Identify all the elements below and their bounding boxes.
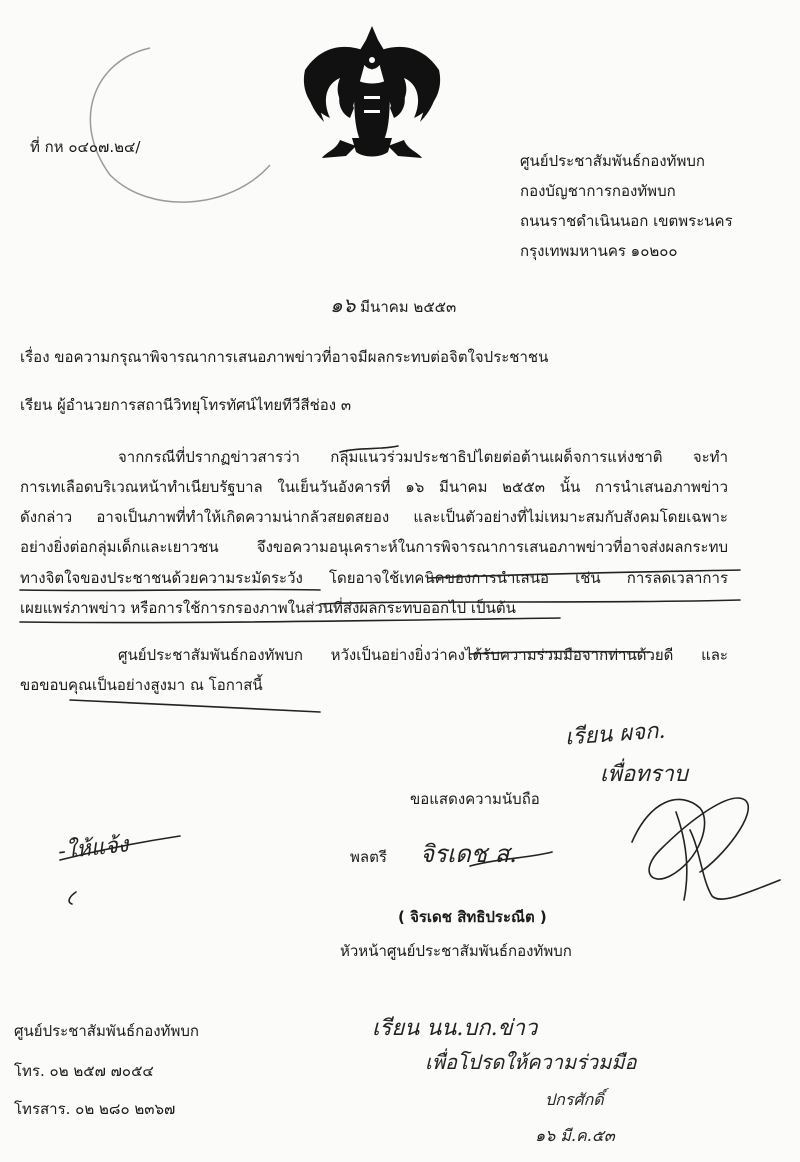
letter-date — [330, 290, 456, 322]
footer-tel: โทร. ๐๒ ๒๕๗ ๗๐๕๔ — [14, 1062, 154, 1080]
handwritten-note: เพื่อโปรดให้ความร่วมมือ — [425, 1050, 637, 1074]
body-line: ขอขอบคุณเป็นอย่างสูงมา ณ โอกาสนี้ — [20, 676, 263, 694]
reference-number: ที่ กห ๐๔๐๗.๒๔/ — [30, 138, 141, 156]
body-line: จากกรณีที่ปรากฏข่าวสารว่า กลุ่มแนวร่วมประชาธิปไตยต่อต้านเผด็จการแห่งชาติ จะทำ — [118, 448, 728, 466]
handwritten-note: ปกรศักดิ์ — [545, 1090, 604, 1109]
date-day: ๑๖ — [330, 293, 356, 317]
date-month-year: มีนาคม ๒๕๕๓ — [360, 298, 457, 316]
handwritten-note: ๑๖ มี.ค.๕๓ — [535, 1126, 615, 1145]
signatory-position: หัวหน้าศูนย์ประชาสัมพันธ์กองทัพบก — [340, 942, 572, 960]
body-line: ดังกล่าว อาจเป็นภาพที่ทำให้เกิดความน่ากลัวสยดสยอง และเป็นตัวอย่างที่ไม่เหมาะสมกับสังคมโดยเฉพาะ — [20, 508, 728, 526]
sender-line-3: ถนนราชดำเนินนอก เขตพระนคร — [520, 212, 733, 230]
signatory-name: ( จิรเดช สิทธิประณีต ) — [398, 908, 547, 926]
handwritten-note: เรียน ผจก. — [564, 718, 667, 751]
subject-line: เรื่อง ขอความกรุณาพิจารณาการเสนอภาพข่าวที่อาจมีผลกระทบต่อจิตใจประชาชน — [20, 348, 549, 366]
signatory-rank: พลตรี — [350, 848, 387, 866]
body-line: ศูนย์ประชาสัมพันธ์กองทัพบก หวังเป็นอย่างยิ่งว่าคงได้รับความร่วมมือจากท่านด้วยดี และ — [118, 646, 728, 664]
body-line: ทางจิตใจของประชาชนด้วยความระมัดระวัง โดยอาจใช้เทคนิคของการนำเสนอ เช่น การลดเวลาการ — [20, 569, 728, 587]
closing-salutation: ขอแสดงความนับถือ — [410, 790, 540, 808]
sender-line-2: กองบัญชาการกองทัพบก — [520, 182, 676, 200]
sender-line-4: กรุงเทพมหานคร ๑๐๒๐๐ — [520, 242, 678, 260]
handwritten-note: เพื่อทราบ — [600, 762, 688, 787]
body-line: การเทเลือดบริเวณหน้าทำเนียบรัฐบาล ในเย็นวันอังคารที่ ๑๖ มีนาคม ๒๕๕๓ นั้น การนำเสนอภาพข่าว — [20, 478, 728, 496]
handwritten-note: -ให้แจ้ง — [56, 832, 130, 865]
footer-fax: โทรสาร. ๐๒ ๒๘๐ ๒๓๖๗ — [14, 1100, 176, 1118]
handwritten-note: เรียน นน.บก.ข่าว — [372, 1016, 538, 1041]
body-line: อย่างยิ่งต่อกลุ่มเด็กและเยาวชน จึงขอความอนุเคราะห์ในการพิจารณาการเสนอภาพข่าวที่อาจส่งผลกระทบ — [20, 538, 728, 556]
sender-line-1: ศูนย์ประชาสัมพันธ์กองทัพบก — [520, 152, 705, 170]
body-line: เผยแพร่ภาพข่าว หรือการใช้การกรองภาพในส่วนที่ส่งผลกระทบออกไป เป็นต้น — [20, 599, 516, 617]
signatory-signature: จิรเดช ส. — [420, 840, 517, 868]
addressee-line: เรียน ผู้อำนวยการสถานีวิทยุโทรทัศน์ไทยทีวีสีช่อง ๓ — [20, 396, 352, 414]
footer-org: ศูนย์ประชาสัมพันธ์กองทัพบก — [14, 1022, 199, 1040]
